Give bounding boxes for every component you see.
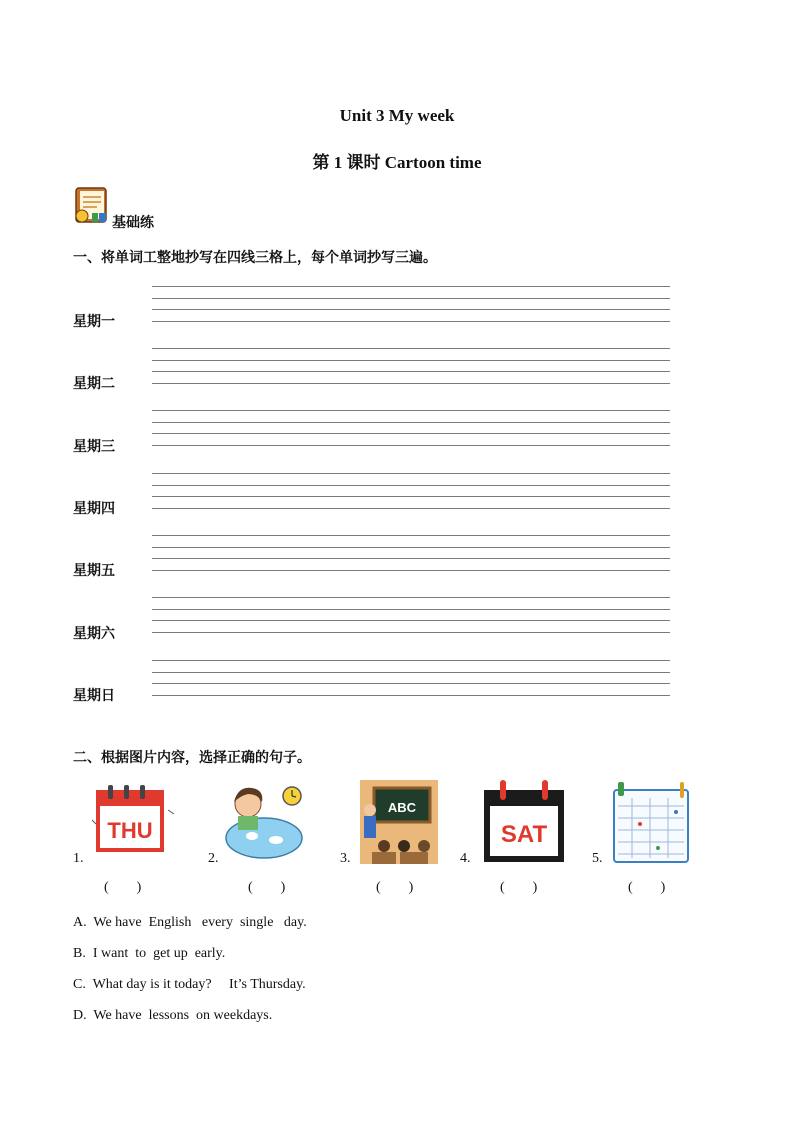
calendar-thu-icon: [88, 780, 178, 864]
writing-lines-sunday[interactable]: [152, 660, 670, 696]
answer-blank-1[interactable]: ( ): [104, 880, 142, 895]
day-label-friday: 星期五: [73, 563, 115, 579]
writing-lines-monday[interactable]: [152, 286, 670, 322]
day-label-thursday: 星期四: [73, 501, 115, 517]
picture-number-1: 1.: [73, 851, 84, 866]
answer-blank-3[interactable]: ( ): [376, 880, 414, 895]
answer-blank-2[interactable]: ( ): [248, 880, 286, 895]
calendar-sat-text: SAT: [500, 821, 548, 848]
sleepy-girl-alarm-icon: [218, 780, 308, 864]
picture-number-4: 4.: [460, 851, 471, 866]
writing-lines-thursday[interactable]: [152, 473, 670, 509]
section2-title: 二、根据图片内容，选择正确的句子。: [73, 750, 311, 766]
picture-number-2: 2.: [208, 851, 219, 866]
page-title: Unit 3 My week: [339, 106, 455, 125]
calendar-thu-text: THU: [107, 818, 153, 843]
answer-blank-5[interactable]: ( ): [628, 880, 666, 895]
option-c: C. What day is it today? It’s Thursday.: [73, 977, 306, 992]
page-subtitle: 第 1 课时 Cartoon time: [312, 153, 482, 172]
day-label-wednesday: 星期三: [73, 439, 115, 455]
day-label-sunday: 星期日: [73, 688, 115, 704]
writing-lines-wednesday[interactable]: [152, 410, 670, 446]
classroom-teacher-icon: [360, 780, 438, 864]
writing-lines-friday[interactable]: [152, 535, 670, 571]
day-label-tuesday: 星期二: [73, 376, 115, 392]
option-b: B. I want to get up early.: [73, 946, 226, 961]
writing-lines-tuesday[interactable]: [152, 348, 670, 384]
timetable-icon: [610, 780, 692, 864]
book-badge-icon: [73, 186, 111, 226]
section1-title: 一、将单词工整地抄写在四线三格上，每个单词抄写三遍。: [73, 250, 437, 266]
picture-number-5: 5.: [592, 851, 603, 866]
option-a: A. We have English every single day.: [73, 915, 307, 930]
writing-lines-saturday[interactable]: [152, 597, 670, 633]
blackboard-text: ABC: [387, 800, 417, 815]
answer-blank-4[interactable]: ( ): [500, 880, 538, 895]
calendar-sat-icon: [482, 780, 566, 864]
option-d: D. We have lessons on weekdays.: [73, 1008, 273, 1023]
day-label-saturday: 星期六: [73, 626, 115, 642]
section-badge-label: 基础练: [112, 215, 154, 231]
day-label-monday: 星期一: [73, 314, 115, 330]
picture-number-3: 3.: [340, 851, 351, 866]
